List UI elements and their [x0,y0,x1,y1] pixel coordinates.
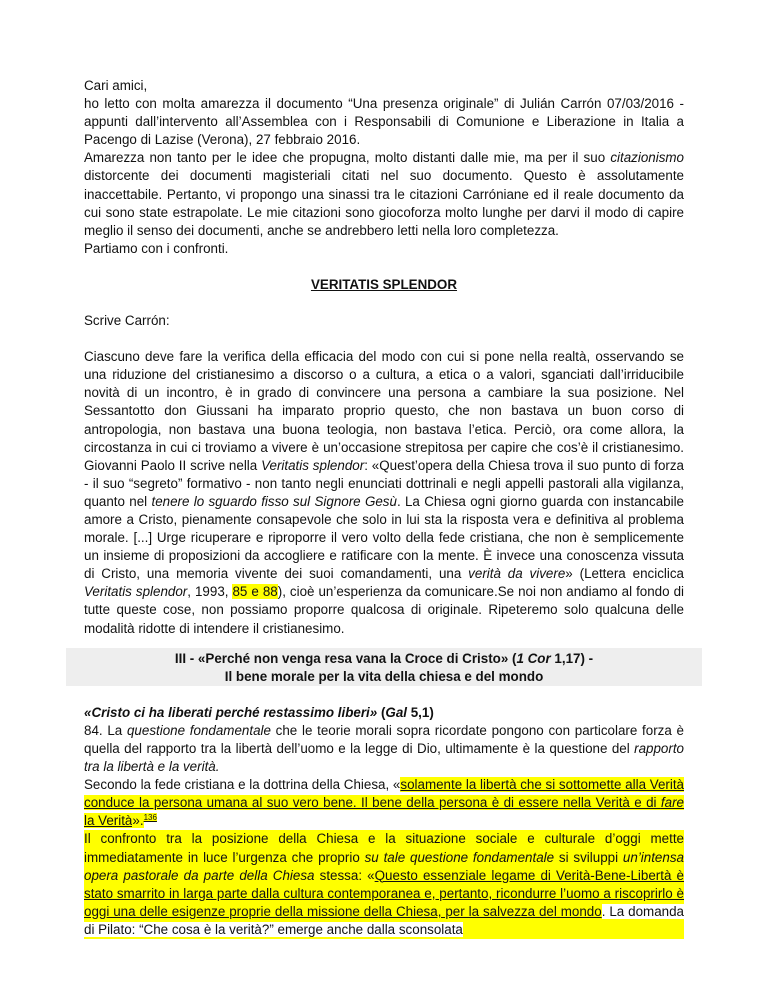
excerpt-subtitle: «Cristo ci ha liberati perché restassimo liberi» (Gal 5,1) [84,704,434,720]
intro-paragraph-3: Partiamo con i confronti. [84,240,229,256]
box-title-line-2: Il bene morale per la vita della chiesa e del mondo [224,668,544,684]
carron-quote: Ciascuno deve fare la verifica della efficacia del modo con cui si pone nella realtà, osservando se una riduzione del cristianesimo a discorso o a cultura, a etica o a valori, sganciati dall’irriducibile novità di un incontro, è in grado di convincere una persona a cambiare la sua posizione. Nel Sessantotto don Giussani ha imparato proprio questo, che non bastava un buon corso di antropologia, non bastava una buona teologia, non bastava l’etica. Perciò, ora come allora, la circostanza in cui ci troviamo a vivere è un’occasione strepitosa per capire che cos’è il cristianesimo. Giovanni Paolo II scrive nella Veritatis splendor: «Quest’opera della Chiesa trova il suo punto di forza - il suo “segreto” formativo - non tanto negli enunciati dottrinali e negli appelli pastorali alla vigilanza, quanto nel tenere lo sguardo fisso sul Signore Gesù. La Chiesa ogni giorno guarda con instancabile amore a Cristo, pienamente consapevole che solo in lui sta la risposta vera e definitiva al problema morale. [...] Urge ricuperare e riproporre il vero volto della fede cristiana, che non è semplicemente un insieme di proposizioni da accogliere e ratificare con la mente. È invece una conoscenza vissuta di Cristo, una memoria vivente dei suoi comandamenti, una verità da vivere» (Lettera enciclica Veritatis splendor, 1993, 85 e 88), cioè un’esperienza da comunicare.Se noi non andiamo al fondo di tutte queste cose, non possiamo proporre qualcosa di originale. Ripeteremo solo qualcuna delle modalità ridotte di intendere il cristianesimo. [84,349,685,636]
scrive-label: Scrive Carrón: [84,313,170,329]
document-page [84,77,684,939]
paragraph-confronto: Il confronto tra la posizione della Chiesa e la situazione sociale e culturale d’oggi mette immediatamente in luce l’urgenza che proprio su tale questione fondamentale si sviluppi un’intensa opera pastorale da parte della Chiesa stessa: «Questo essenziale legame di Verità-Bene-Libertà è stato smarrito in larga parte dalla cultura contemporanea e, pertanto, ricondurre l’uomo a riscoprirlo è oggi una delle esigenze proprie della missione della Chiesa, per la salvezza del mondo. La domanda di Pilato: “Che cosa è la verità?” emerge anche dalla sconsolata [84,830,684,939]
highlighted-reference: 85 e 88 [232,584,278,600]
section-title: VERITATIS SPLENDOR [310,276,458,292]
intro-paragraph-1: ho letto con molta amarezza il documento “Una presenza originale” di Julián Carrón 07/03/2016 - appunti dall’intervento all’Assemblea con i Responsabili di Comunione e Liberazione in Italia a Pacengo di Lazise (Verona), 27 febbraio 2016. [84,96,684,148]
footnote-ref: 136 [143,812,157,822]
intro-paragraph-2: Amarezza non tanto per le idee che propugna, molto distanti dalle mie, ma per il suo citazionismo distorcente dei documenti magisteriali citati nel suo documento. Questo è assolutamente inaccettabile. Pertanto, vi propongo una sinassi tra le citazioni Carróniane ed il reale documento da cui sono state estrapolate. Le mie citazioni sono giocoforza molto lunghe per darvi il modo di capire meglio il senso dei documenti, anche se andrebbero letti nella loro completezza. [84,150,684,238]
paragraph-truth-freedom: Secondo la fede cristiana e la dottrina della Chiesa, «solamente la libertà che si sottomette alla Verità conduce la persona umana al suo vero bene. Il bene della persona è di essere nella Verità e di fare la Verità».$^{136}$ [84,777,684,829]
encyclical-excerpt-box [66,648,702,686]
greeting: Cari amici, [84,78,148,93]
paragraph-84: 84. La questione fondamentale che le teorie morali sopra ricordate pongono con particolare forza è quella del rapporto tra la libertà dell’uomo e la legge di Dio, ultimamente è la questione del rapporto tra la libertà e la verità. [84,722,684,775]
box-title-line-1: III - «Perché non venga resa vana la Croce di Cristo» (1 Cor 1,17) - [174,650,594,666]
